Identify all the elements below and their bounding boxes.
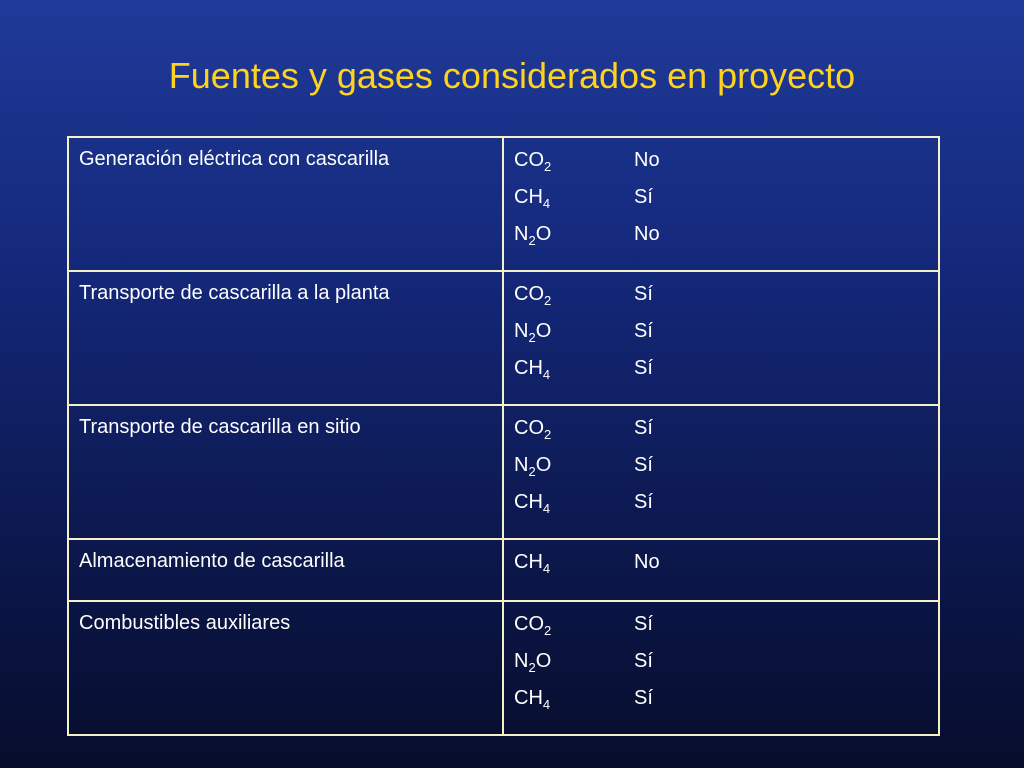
gas-line: [514, 222, 928, 259]
gas-considered-flag: No: [634, 149, 660, 171]
gases-cell: [503, 271, 939, 405]
source-cell: Almacenamiento de cascarilla: [68, 539, 503, 601]
gas-formula: $CH_4$: [514, 551, 551, 576]
table-row: [68, 539, 939, 601]
gases-cell: [503, 601, 939, 735]
gas-line: [514, 282, 928, 319]
gas-formula: $CH_4$: [514, 186, 551, 211]
gas-considered-flag: Sí: [634, 320, 653, 342]
gas-line: [514, 612, 928, 649]
gas-formula: $N_2O$: [514, 320, 552, 345]
gas-line: [514, 490, 928, 527]
gas-line: [514, 550, 928, 587]
gases-cell: [503, 539, 939, 601]
table-row: [68, 271, 939, 405]
source-cell: Transporte de cascarilla en sitio: [68, 405, 503, 539]
gas-formula: $CH_4$: [514, 357, 551, 382]
gas-considered-flag: No: [634, 551, 660, 573]
gas-formula: $CO_2$: [514, 613, 552, 638]
gas-considered-flag: Sí: [634, 357, 653, 379]
gas-considered-flag: Sí: [634, 417, 653, 439]
gases-cell: [503, 405, 939, 539]
gas-line: [514, 185, 928, 222]
gas-formula: $CH_4$: [514, 687, 551, 712]
table-row: [68, 405, 939, 539]
source-cell: Generación eléctrica con cascarilla: [68, 137, 503, 271]
gas-formula: $N_2O$: [514, 454, 552, 479]
gas-line: [514, 148, 928, 185]
gas-line: [514, 319, 928, 356]
table-row: [68, 137, 939, 271]
gas-considered-flag: Sí: [634, 283, 653, 305]
gas-formula: $N_2O$: [514, 223, 552, 248]
gas-formula: $CH_4$: [514, 491, 551, 516]
gas-line: [514, 686, 928, 723]
source-cell: Combustibles auxiliares: [68, 601, 503, 735]
gas-considered-flag: Sí: [634, 491, 653, 513]
gas-formula: $CO_2$: [514, 283, 552, 308]
gas-considered-flag: Sí: [634, 613, 653, 635]
gas-line: [514, 649, 928, 686]
gas-line: [514, 356, 928, 393]
gas-considered-flag: Sí: [634, 650, 653, 672]
gas-considered-flag: Sí: [634, 454, 653, 476]
source-cell: Transporte de cascarilla a la planta: [68, 271, 503, 405]
gases-cell: [503, 137, 939, 271]
gas-considered-flag: Sí: [634, 186, 653, 208]
gas-formula: $N_2O$: [514, 650, 552, 675]
table-row: [68, 601, 939, 735]
gas-formula: $CO_2$: [514, 149, 552, 174]
gas-considered-flag: No: [634, 223, 660, 245]
gas-formula: $CO_2$: [514, 417, 552, 442]
gas-line: [514, 416, 928, 453]
sources-gases-table: [67, 136, 940, 736]
gas-considered-flag: Sí: [634, 687, 653, 709]
gas-line: [514, 453, 928, 490]
slide-title: Fuentes y gases considerados en proyecto: [168, 55, 856, 96]
